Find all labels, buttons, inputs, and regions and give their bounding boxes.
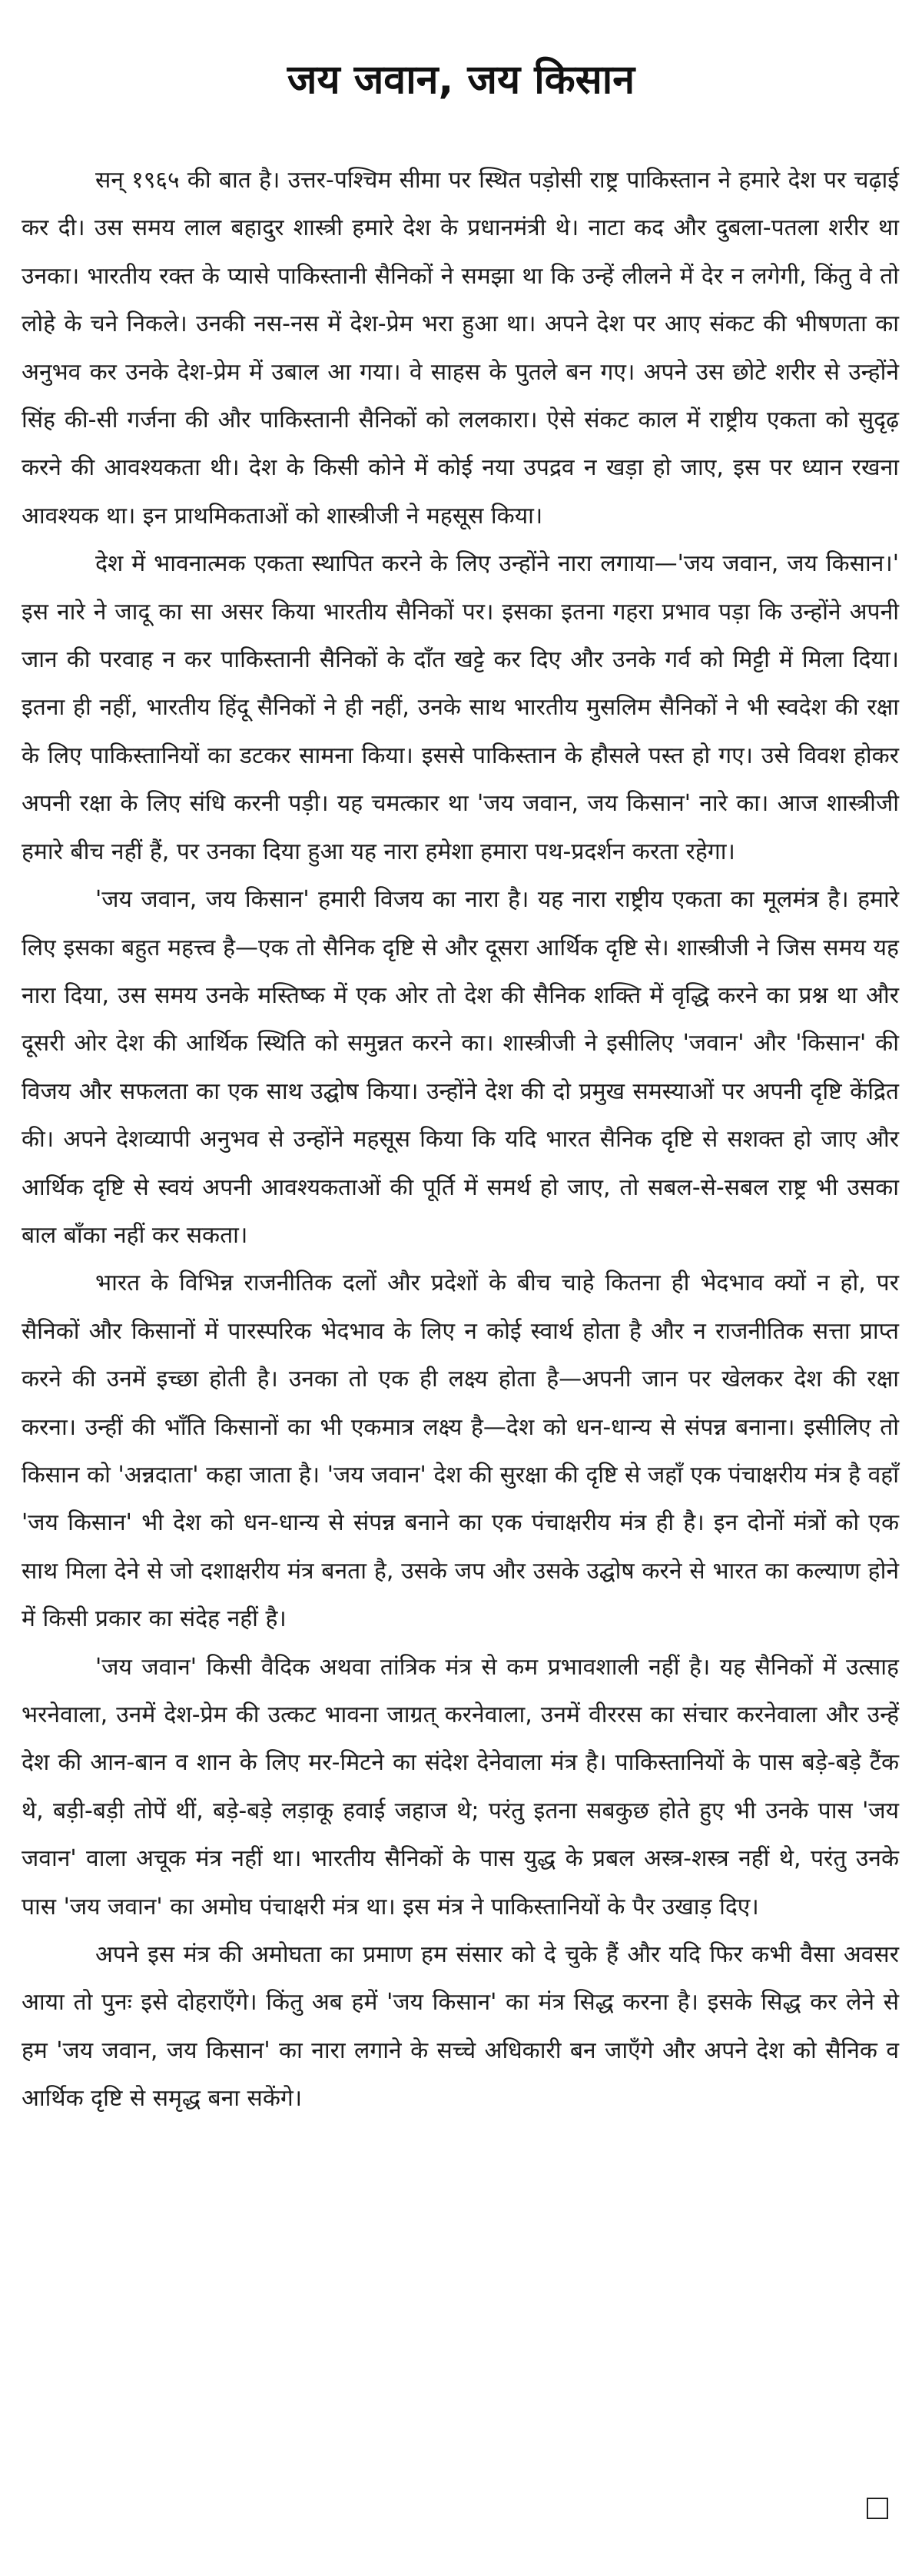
paragraph-6: अपने इस मंत्र की अमोघता का प्रमाण हम संसार को दे चुके हैं और यदि फिर कभी वैसा अवसर आया तो पुनः इसे दोहराएँगे। किंतु अब हमें 'जय किसान' का मंत्र सिद्ध करना है। इसके सिद्ध कर लेने से हम 'जय जवान, जय किसान' का नारा लगाने के सच्चे अधिकारी बन जाएँगे और अपने देश को सैनिक व आर्थिक दृष्टि से समृद्ध बना सकेंगे। bbox=[22, 1941, 899, 2113]
paragraph-3: 'जय जवान, जय किसान' हमारी विजय का नारा है। यह नारा राष्ट्रीय एकता का मूलमंत्र है। हमारे लिए इसका बहुत महत्त्व है—एक तो सैनिक दृष्टि से और दूसरा आर्थिक दृष्टि से। शास्त्रीजी ने जिस समय यह नारा दिया, उस समय उनके मस्तिष्क में एक ओर तो देश की सैनिक शक्ति में वृद्धि करने का प्रश्न था और दूसरी ओर देश की आर्थिक स्थिति को समुन्नत करने का। शास्त्रीजी ने इसीलिए 'जवान' और 'किसान' की विजय और सफलता का एक साथ उद्घोष किया। उन्होंने देश की दो प्रमुख समस्याओं पर अपनी दृष्टि केंद्रित की। अपने देशव्यापी अनुभव से उन्होंने महसूस किया कि यदि भारत सैनिक दृष्टि से सशक्त हो जाए और आर्थिक दृष्टि से स्वयं अपनी आवश्यकताओं की पूर्ति में समर्थ हो जाए, तो सबल-से-सबल राष्ट्र भी उसका बाल बाँका नहीं कर सकता। bbox=[22, 886, 899, 1249]
paragraph-5: 'जय जवान' किसी वैदिक अथवा तांत्रिक मंत्र से कम प्रभावशाली नहीं है। यह सैनिकों में उत्साह भरनेवाला, उनमें देश-प्रेम की उत्कट भावना जाग्रत् करनेवाला, उनमें वीररस का संचार करनेवाला और उन्हें देश की आन-बान व शान के लिए मर-मिटने का संदेश देनेवाला मंत्र है। पाकिस्तानियों के पास बड़े-बड़े टैंक थे, बड़ी-बड़ी तोपें थीं, बड़े-बड़े लड़ाकू हवाई जहाज थे; परंतु इतना सबकुछ होते हुए भी उनके पास 'जय जवान' वाला अचूक मंत्र नहीं था। भारतीय सैनिकों के पास युद्ध के प्रबल अस्त्र-शस्त्र नहीं थे, परंतु उनके पास 'जय जवान' का अमोघ पंचाक्षरी मंत्र था। इस मंत्र ने पाकिस्तानियों के पैर उखाड़ दिए। bbox=[22, 1653, 899, 1920]
paragraph-2: देश में भावनात्मक एकता स्थापित करने के लिए उन्होंने नारा लगाया—'जय जवान, जय किसान।' इस नारे ने जादू का सा असर किया भारतीय सैनिकों पर। इसका इतना गहरा प्रभाव पड़ा कि उन्होंने अपनी जान की परवाह न कर पाकिस्तानी सैनिकों के दाँत खट्टे कर दिए और उनके गर्व को मिट्टी में मिला दिया। इतना ही नहीं, भारतीय हिंदू सैनिकों ने ही नहीं, उनके साथ भारतीय मुसलिम सैनिकों ने भी स्वदेश की रक्षा के लिए पाकिस्तानियों का डटकर सामना किया। इससे पाकिस्तान के हौसले पस्त हो गए। उसे विवश होकर अपनी रक्षा के लिए संधि करनी पड़ी। यह चमत्कार था 'जय जवान, जय किसान' नारे का। आज शास्त्रीजी हमारे बीच नहीं हैं, पर उनका दिया हुआ यह नारा हमेशा हमारा पथ-प्रदर्शन करता रहेगा। bbox=[22, 550, 899, 865]
end-of-text-square-icon bbox=[867, 2498, 888, 2519]
paragraph-1: सन् १९६५ की बात है। उत्तर-पश्चिम सीमा पर स्थित पड़ोसी राष्ट्र पाकिस्तान ने हमारे देश पर चढ़ाई कर दी। उस समय लाल बहादुर शास्त्री हमारे देश के प्रधानमंत्री थे। नाटा कद और दुबला-पतला शरीर था उनका। भारतीय रक्त के प्यासे पाकिस्तानी सैनिकों ने समझा था कि उन्हें लीलने में देर न लगेगी, किंतु वे तो लोहे के चने निकले। उनकी नस-नस में देश-प्रेम भरा हुआ था। अपने देश पर आए संकट की भीषणता का अनुभव कर उनके देश-प्रेम में उबाल आ गया। वे साहस के पुतले बन गए। अपने उस छोटे शरीर से उन्होंने सिंह की-सी गर्जना की और पाकिस्तानी सैनिकों को ललकारा। ऐसे संकट काल में राष्ट्रीय एकता को सुदृढ़ करने की आवश्यकता थी। देश के किसी कोने में कोई नया उपद्रव न खड़ा हो जाए, इस पर ध्यान रखना आवश्यक था। इन प्राथमिकताओं को शास्त्रीजी ने महसूस किया। bbox=[22, 167, 899, 529]
essay-body bbox=[22, 157, 899, 2123]
essay-title: जय जवान, जय किसान bbox=[287, 57, 635, 103]
paragraph-4: भारत के विभिन्न राजनीतिक दलों और प्रदेशों के बीच चाहे कितना ही भेदभाव क्यों न हो, पर सैनिकों और किसानों में पारस्परिक भेदभाव के लिए न कोई स्वार्थ होता है और न राजनीतिक सत्ता प्राप्त करने की उनमें इच्छा होती है। उनका तो एक ही लक्ष्य होता है—अपनी जान पर खेलकर देश की रक्षा करना। उन्हीं की भाँति किसानों का भी एकमात्र लक्ष्य है—देश को धन-धान्य से संपन्न बनाना। इसीलिए तो किसान को 'अन्नदाता' कहा जाता है। 'जय जवान' देश की सुरक्षा की दृष्टि से जहाँ एक पंचाक्षरीय मंत्र है वहाँ 'जय किसान' भी देश को धन-धान्य से संपन्न बनाने का एक पंचाक्षरीय मंत्र ही है। इन दोनों मंत्रों को एक साथ मिला देने से जो दशाक्षरीय मंत्र बनता है, उसके जप और उसके उद्घोष करने से भारत का कल्याण होने में किसी प्रकार का संदेह नहीं है। bbox=[22, 1270, 899, 1633]
